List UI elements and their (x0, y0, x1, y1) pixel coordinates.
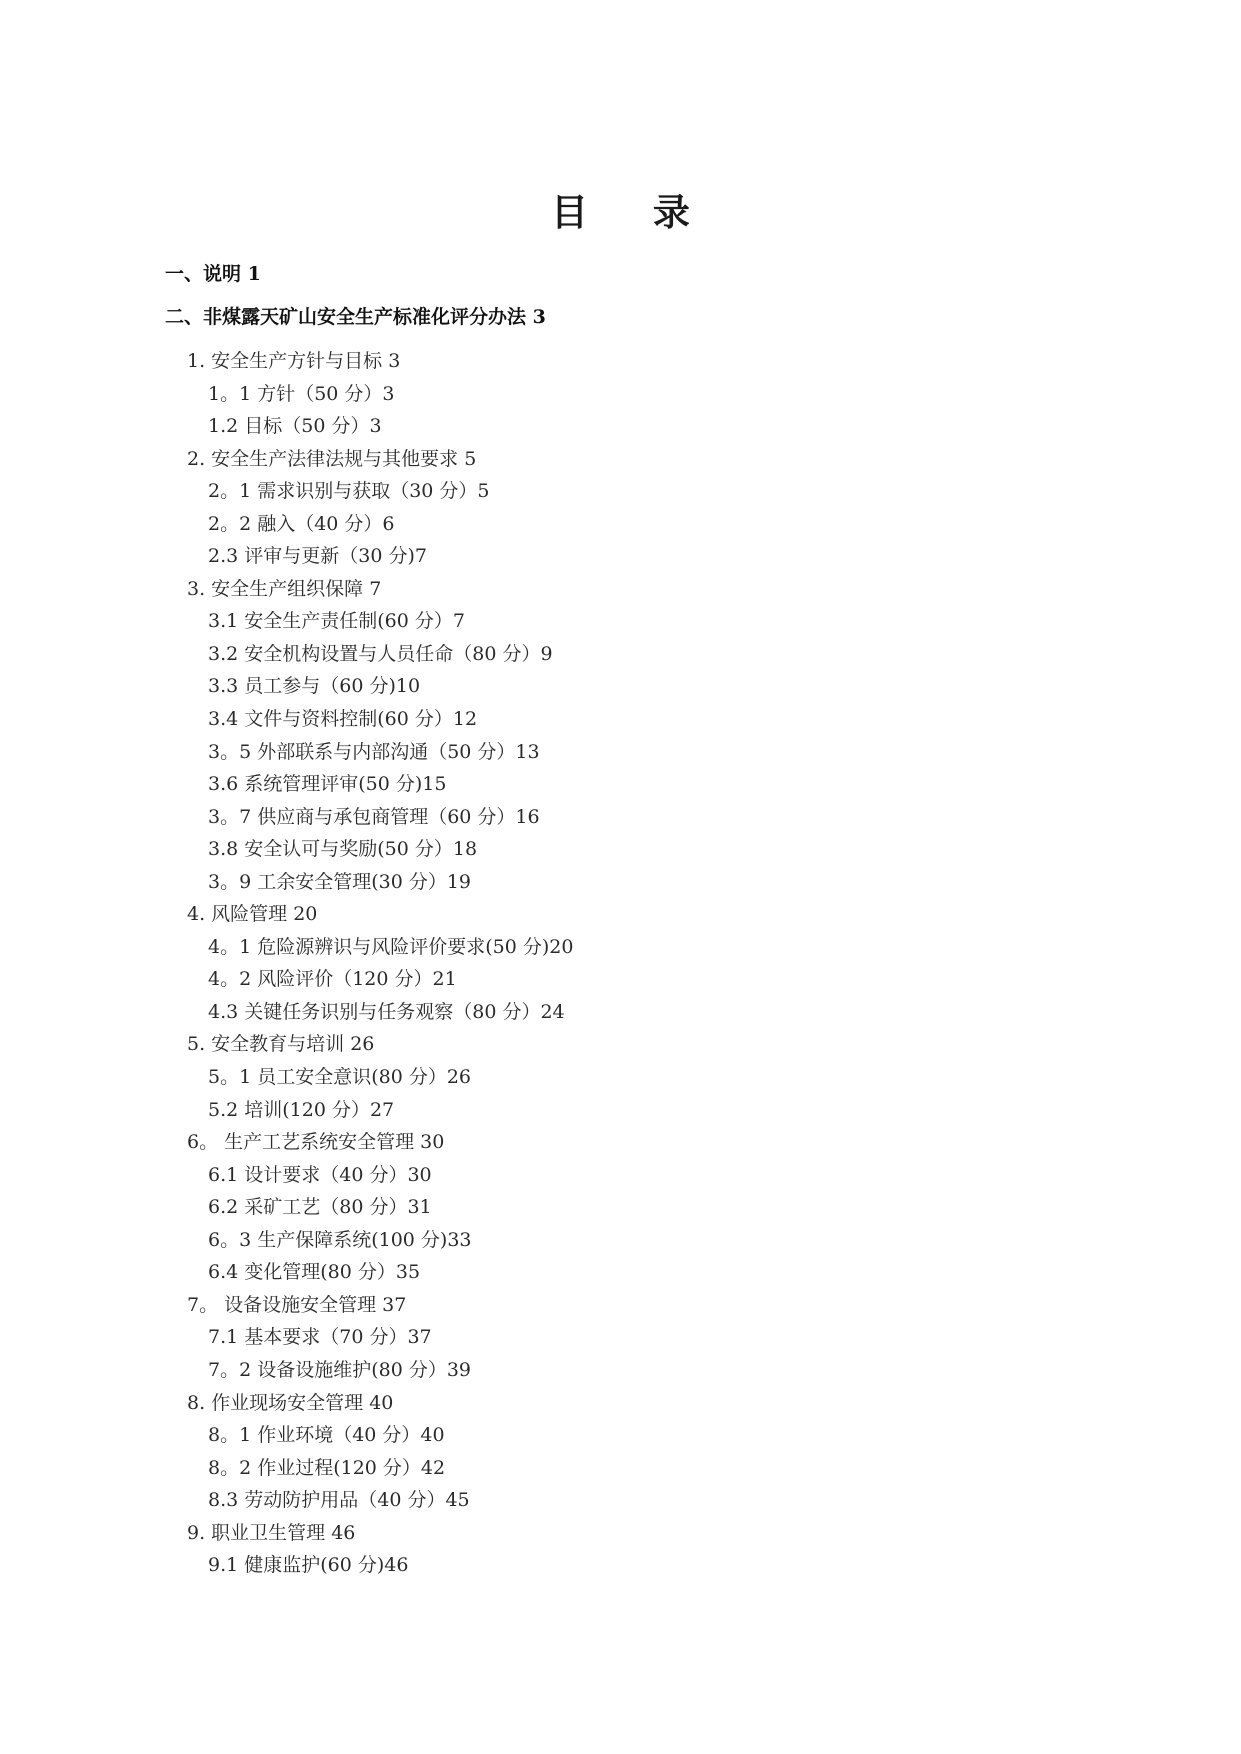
toc-chapter-item[interactable]: 7。 设备设施安全管理 37 (187, 1293, 407, 1316)
toc-chapter-item[interactable]: 1. 安全生产方针与目标 3 (187, 350, 401, 372)
toc-subitem[interactable]: 3.2 安全机构设置与人员任命（80 分）9 (208, 642, 553, 665)
toc-subitem[interactable]: 3.4 文件与资料控制(60 分）12 (208, 708, 478, 731)
toc-subitem[interactable]: 4。1 危险源辨识与风险评价要求(50 分)20 (208, 935, 574, 958)
toc-title: 目 录 (551, 190, 716, 234)
table-of-contents (0, 255, 1241, 1582)
toc-subitem[interactable]: 1.2 目标（50 分）3 (208, 415, 382, 438)
toc-chapter-item[interactable]: 8. 作业现场安全管理 40 (187, 1391, 394, 1414)
toc-subitem[interactable]: 6。3 生产保障系统(100 分)33 (208, 1228, 472, 1251)
toc-subitem[interactable]: 3。5 外部联系与内部沟通（50 分）13 (208, 740, 540, 763)
toc-chapter-item[interactable]: 3. 安全生产组织保障 7 (187, 577, 382, 600)
toc-subitem[interactable]: 8.3 劳动防护用品（40 分）45 (208, 1489, 470, 1512)
toc-subitem[interactable]: 8。2 作业过程(120 分）42 (208, 1456, 446, 1479)
toc-subitem[interactable]: 1。1 方针（50 分）3 (208, 382, 395, 405)
toc-subitem[interactable]: 7。2 设备设施维护(80 分）39 (208, 1358, 472, 1381)
toc-subitem[interactable]: 6.4 变化管理(80 分）35 (208, 1261, 421, 1284)
toc-subitem[interactable]: 2。1 需求识别与获取（30 分）5 (208, 480, 490, 503)
toc-subitem[interactable]: 9.1 健康监护(60 分)46 (208, 1554, 409, 1577)
toc-subitem[interactable]: 3。7 供应商与承包商管理（60 分）16 (208, 805, 540, 828)
toc-chapter-item[interactable]: 4. 风险管理 20 (187, 903, 318, 926)
toc-subitem[interactable]: 3。9 工余安全管理(30 分）19 (208, 870, 472, 893)
toc-subitem[interactable]: 3.8 安全认可与奖励(50 分）18 (208, 838, 478, 861)
toc-subitem[interactable]: 5.2 培训(120 分）27 (208, 1098, 395, 1121)
toc-subitem[interactable]: 5。1 员工安全意识(80 分）26 (208, 1066, 472, 1089)
toc-subitem[interactable]: 6.1 设计要求（40 分）30 (208, 1163, 432, 1186)
toc-subitem[interactable]: 2.3 评审与更新（30 分)7 (208, 545, 427, 568)
toc-subitem[interactable]: 2。2 融入（40 分）6 (208, 512, 395, 535)
toc-chapter-item[interactable]: 2. 安全生产法律法规与其他要求 5 (187, 447, 477, 470)
toc-chapter-item[interactable]: 5. 安全教育与培训 26 (187, 1033, 375, 1056)
toc-chapter-item[interactable]: 6。 生产工艺系统安全管理 30 (187, 1131, 445, 1154)
toc-chapter-item[interactable]: 9. 职业卫生管理 46 (187, 1521, 356, 1544)
toc-subitem[interactable]: 6.2 采矿工艺（80 分）31 (208, 1196, 432, 1219)
toc-subitem[interactable]: 8。1 作业环境（40 分）40 (208, 1424, 445, 1447)
toc-subitem[interactable]: 3.6 系统管理评审(50 分)15 (208, 773, 447, 796)
toc-subitem[interactable]: 7.1 基本要求（70 分）37 (208, 1326, 432, 1349)
toc-subitem[interactable]: 3.1 安全生产责任制(60 分）7 (208, 610, 465, 633)
toc-subitem[interactable]: 3.3 员工参与（60 分)10 (208, 675, 421, 698)
toc-subitem[interactable]: 4。2 风险评价（120 分）21 (208, 968, 457, 991)
toc-section-heading[interactable]: 二、非煤露天矿山安全生产标准化评分办法 3 (165, 306, 546, 328)
toc-subitem[interactable]: 4.3 关键任务识别与任务观察（80 分）24 (208, 1000, 565, 1023)
toc-section-heading[interactable]: 一、说明 1 (165, 263, 261, 285)
